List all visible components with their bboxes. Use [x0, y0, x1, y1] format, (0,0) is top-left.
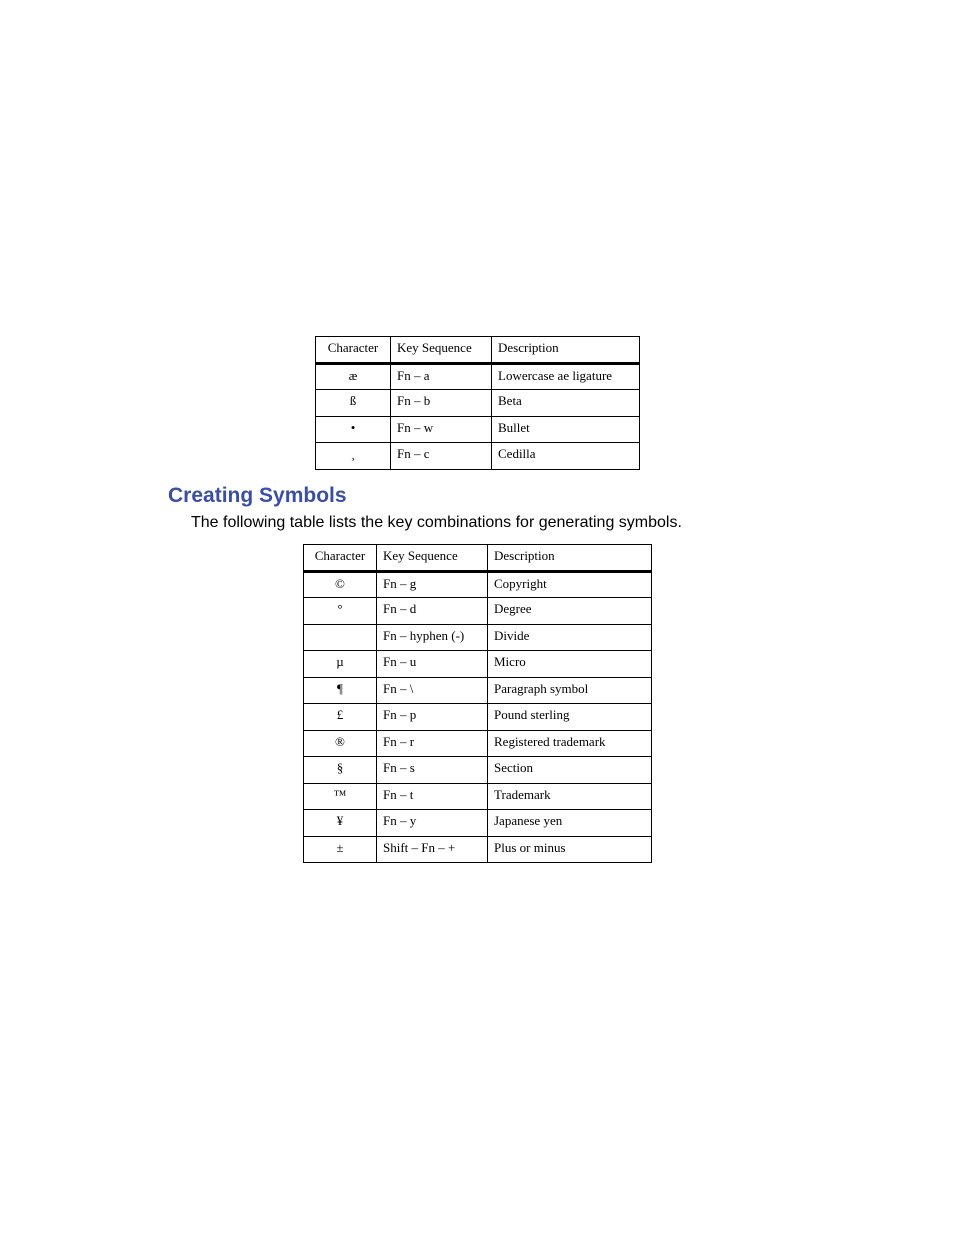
description-cell: Pound sterling	[488, 704, 652, 731]
character-cell: ¸	[316, 443, 391, 470]
table-row	[304, 810, 652, 837]
table-row	[316, 363, 640, 390]
table-row	[304, 571, 652, 598]
description-cell: Registered trademark	[488, 730, 652, 757]
column-header-key-sequence: Key Sequence	[391, 337, 492, 364]
section-heading: Creating Symbols	[168, 484, 347, 507]
table-row	[304, 677, 652, 704]
table-row	[304, 836, 652, 863]
description-cell: Section	[488, 757, 652, 784]
character-cell: ±	[304, 836, 377, 863]
key-sequence-cell: Fn – p	[377, 704, 488, 731]
column-header-description: Description	[492, 337, 640, 364]
key-sequence-cell: Fn – hyphen (-)	[377, 624, 488, 651]
symbols-table	[303, 544, 652, 863]
column-header-key-sequence: Key Sequence	[377, 545, 488, 572]
column-header-character: Character	[316, 337, 391, 364]
table-row	[304, 783, 652, 810]
column-header-character: Character	[304, 545, 377, 572]
character-cell: ™	[304, 783, 377, 810]
description-cell: Paragraph symbol	[488, 677, 652, 704]
table-header-row	[304, 545, 652, 572]
character-cell: °	[304, 598, 377, 625]
description-cell: Cedilla	[492, 443, 640, 470]
column-header-description: Description	[488, 545, 652, 572]
character-cell: ß	[316, 390, 391, 417]
key-sequence-cell: Fn – a	[391, 363, 492, 390]
table-row	[304, 730, 652, 757]
table-row	[316, 416, 640, 443]
character-cell: §	[304, 757, 377, 784]
character-cell: ®	[304, 730, 377, 757]
description-cell: Degree	[488, 598, 652, 625]
key-sequence-cell: Fn – g	[377, 571, 488, 598]
key-sequence-cell: Fn – w	[391, 416, 492, 443]
key-sequence-cell: Fn – d	[377, 598, 488, 625]
description-cell: Japanese yen	[488, 810, 652, 837]
key-sequence-cell: Fn – y	[377, 810, 488, 837]
character-cell: µ	[304, 651, 377, 678]
character-cell: æ	[316, 363, 391, 390]
key-sequence-cell: Fn – u	[377, 651, 488, 678]
key-sequence-cell: Fn – t	[377, 783, 488, 810]
description-cell: Trademark	[488, 783, 652, 810]
description-cell: Lowercase ae ligature	[492, 363, 640, 390]
key-sequence-cell: Fn – r	[377, 730, 488, 757]
character-cell: •	[316, 416, 391, 443]
character-cell	[304, 624, 377, 651]
key-sequence-cell: Fn – \	[377, 677, 488, 704]
character-cell: ©	[304, 571, 377, 598]
table-row	[304, 651, 652, 678]
description-cell: Plus or minus	[488, 836, 652, 863]
table-header-row	[316, 337, 640, 364]
table-row	[304, 624, 652, 651]
key-sequence-cell: Shift – Fn – +	[377, 836, 488, 863]
key-sequence-cell: Fn – s	[377, 757, 488, 784]
description-cell: Micro	[488, 651, 652, 678]
table-row	[316, 390, 640, 417]
key-sequence-cell: Fn – c	[391, 443, 492, 470]
table-row	[304, 598, 652, 625]
character-cell: ¥	[304, 810, 377, 837]
table-row	[304, 704, 652, 731]
section-intro: The following table lists the key combinations for generating symbols.	[191, 514, 682, 531]
description-cell: Copyright	[488, 571, 652, 598]
table-row	[304, 757, 652, 784]
description-cell: Beta	[492, 390, 640, 417]
description-cell: Bullet	[492, 416, 640, 443]
character-cell: £	[304, 704, 377, 731]
character-cell: ¶	[304, 677, 377, 704]
key-sequence-cell: Fn – b	[391, 390, 492, 417]
description-cell: Divide	[488, 624, 652, 651]
character-table	[315, 336, 640, 470]
table-row	[316, 443, 640, 470]
